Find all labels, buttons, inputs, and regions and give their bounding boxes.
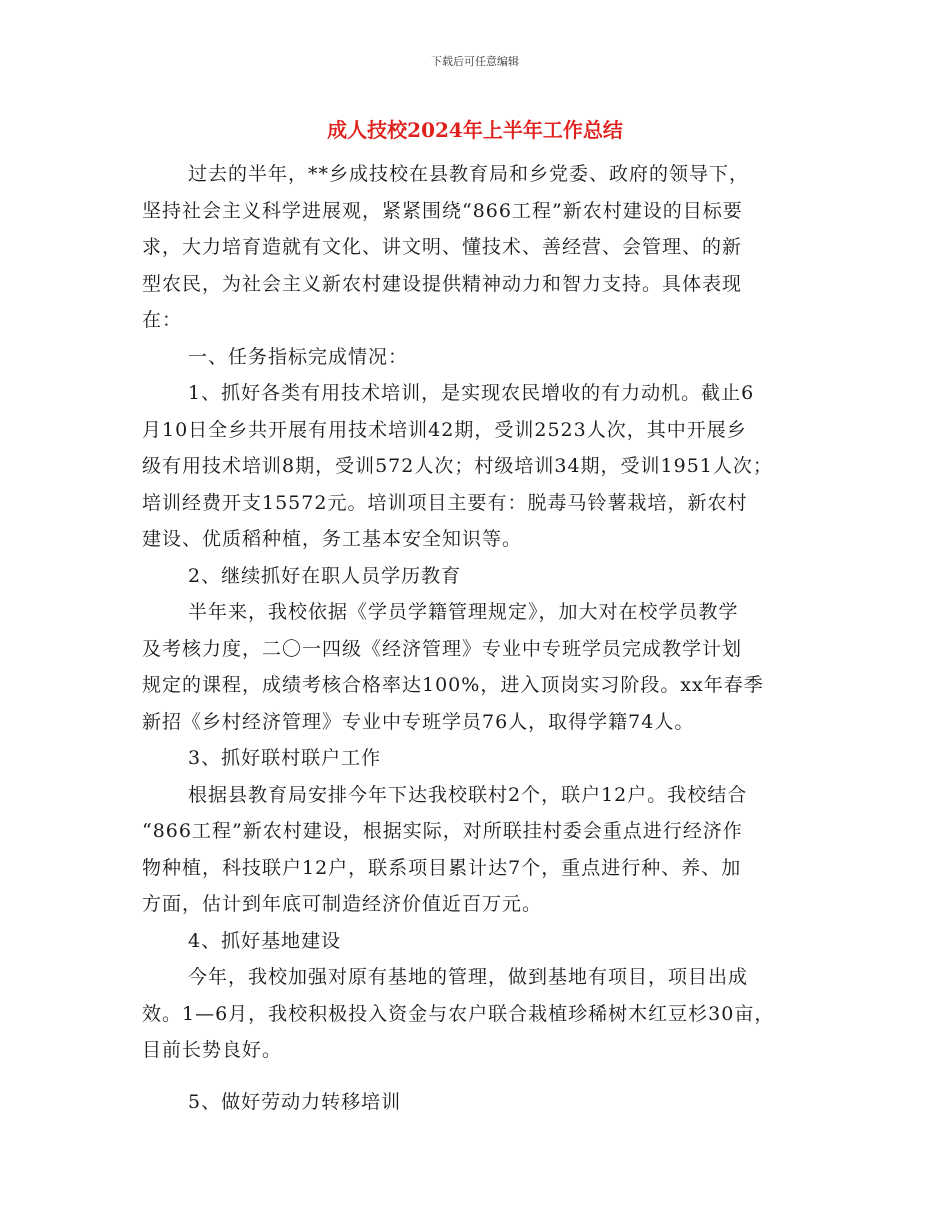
text-line: 过去的半年，**乡成技校在县教育局和乡党委、政府的领导下， (188, 163, 750, 185)
page-header: 下载后可任意编辑 (431, 55, 519, 68)
text-line: 1、抓好各类有用技术培训，是实现农民增收的有力动机。截止6 (188, 382, 755, 404)
text-line: 一、任务指标完成情况： (188, 345, 409, 368)
text-line: 求，大力培育造就有文化、讲文明、懂技术、善经营、会管理、的新 (142, 236, 743, 258)
text-line: 半年来，我校依据《学员学籍管理规定》，加大对在校学员教学 (188, 601, 739, 623)
text-line: 级有用技术培训8期，受训572人次；村级培训34期，受训1951人次； (142, 455, 773, 477)
document-title: 成人技校2024年上半年工作总结 (327, 118, 623, 142)
text-line: 培训经费开支15572元。培训项目主要有：脱毒马铃薯栽培，新农村 (142, 491, 748, 514)
text-line: 新招《乡村经济管理》专业中专班学员76人，取得学籍74人。 (142, 710, 695, 733)
text-line: 4、抓好基地建设 (188, 929, 342, 952)
text-line: 方面，估计到年底可制造经济价值近百万元。 (142, 893, 543, 915)
text-line: “866工程”新农村建设，根据实际，对所联挂村委会重点进行经济作 (142, 820, 743, 842)
text-line: 坚持社会主义科学进展观，紧紧围绕“866工程”新农村建设的目标要 (142, 199, 743, 222)
document-body (142, 156, 810, 1120)
text-line: 物种植，科技联户12户，联系项目累计达7个，重点进行种、养、加 (142, 856, 742, 879)
text-line: 根据县教育局安排今年下达我校联村2个，联户12户。我校结合 (188, 783, 748, 806)
text-line: 2、继续抓好在职人员学历教育 (188, 564, 462, 587)
text-line: 目前长势良好。 (142, 1039, 283, 1061)
text-line: 建设、优质稻种植，务工基本安全知识等。 (142, 528, 523, 550)
text-line: 及考核力度，二〇一四级《经济管理》专业中专班学员完成教学计划 (142, 637, 743, 660)
text-line: 效。1—6月，我校积极投入资金与农户联合栽植珍稀树木红豆杉30亩， (142, 1002, 775, 1025)
text-line: 型农民，为社会主义新农村建设提供精神动力和智力支持。具体表现 (142, 272, 743, 295)
text-line: 今年，我校加强对原有基地的管理，做到基地有项目，项目出成 (188, 966, 749, 988)
line-spacer (142, 1069, 810, 1084)
text-line: 在： (142, 309, 183, 331)
text-line: 3、抓好联村联户工作 (188, 747, 382, 769)
text-line: 规定的课程，成绩考核合格率达100%，进入顶岗实习阶段。xx年春季 (142, 674, 764, 696)
text-line: 月10日全乡共开展有用技术培训42期，受训2523人次，其中开展乡 (142, 418, 747, 441)
text-line: 5、做好劳动力转移培训 (188, 1090, 402, 1113)
